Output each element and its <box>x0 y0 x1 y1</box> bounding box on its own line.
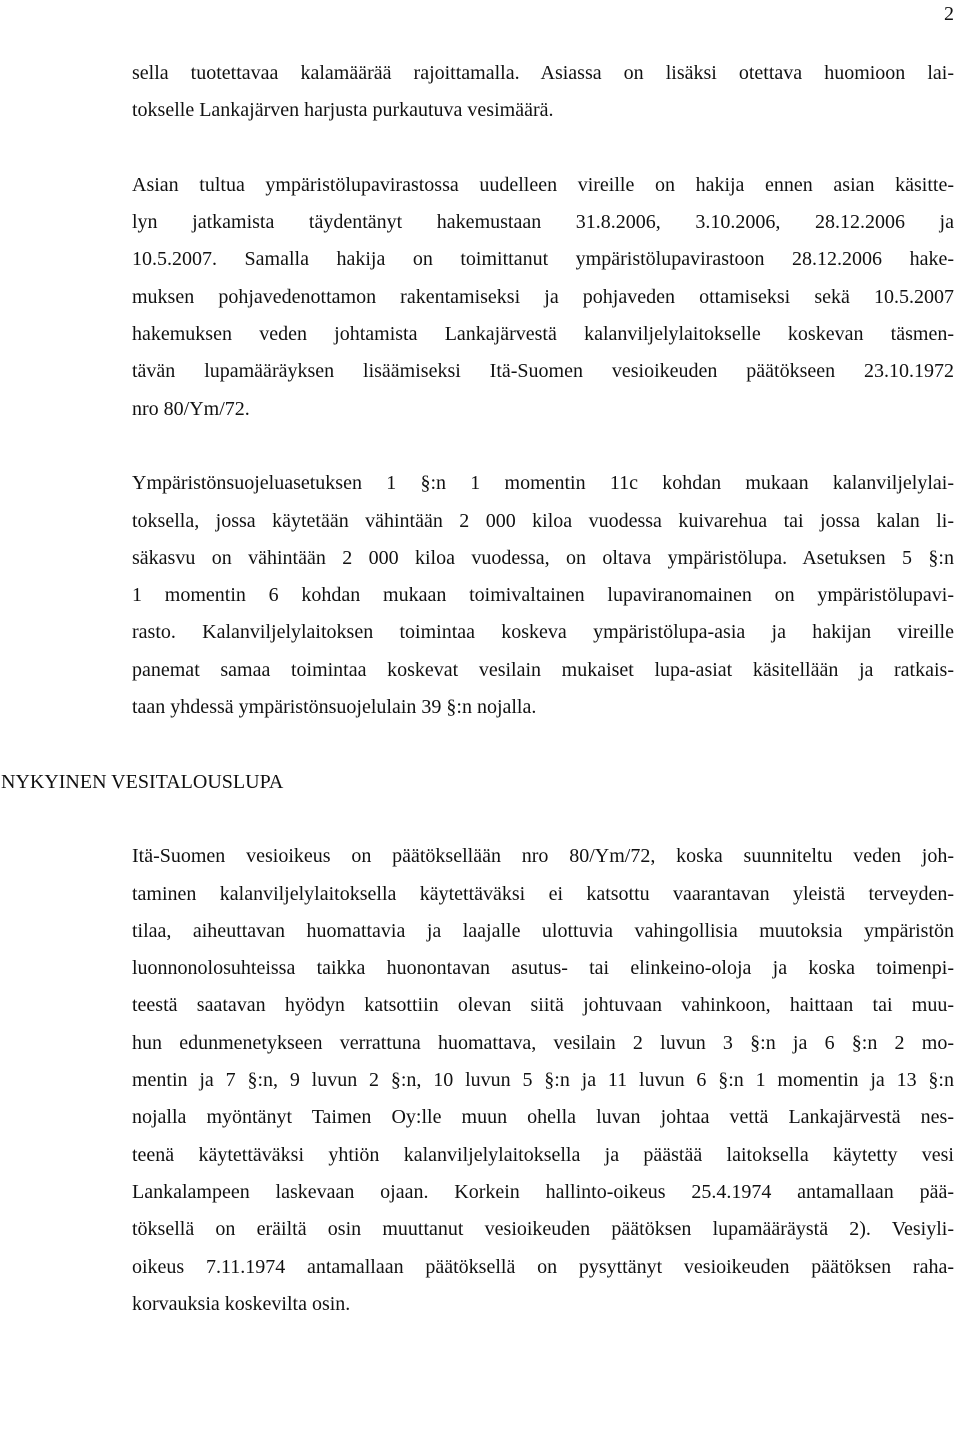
paragraph-1 <box>132 55 954 130</box>
text-line: teestä saatavan hyödyn katsottiin olevan siitä johtuvaan vahinkoon, haittaan tai muu- <box>132 994 954 1017</box>
text-line: rasto. Kalanviljelylaitoksen toimintaa koskeva ympäristölupa-asia ja hakijan vireille <box>132 621 954 644</box>
text-line: hakemuksen veden johtamista Lankajärvestä kalanviljelylaitokselle koskevan täsmen- <box>132 323 954 346</box>
page-number: 2 <box>944 3 954 25</box>
text-line: Lankalampeen laskevaan ojaan. Korkein hallinto-oikeus 25.4.1974 antamallaan pää- <box>132 1180 954 1203</box>
text-line: luonnonolosuhteissa taikka huonontavan asutus- tai elinkeino-oloja ja koska toimenpi- <box>132 957 954 980</box>
paragraph-gap <box>0 428 960 465</box>
text-line: taan yhdessä ympäristönsuojelulain 39 §:n nojalla. <box>132 696 537 719</box>
paragraph-gap <box>0 726 960 763</box>
paragraph-gap <box>0 801 960 838</box>
section-heading: NYKYINEN VESITALOUSLUPA <box>1 770 284 793</box>
text-line: hun edunmenetykseen verrattuna huomattava, vesilain 2 luvun 3 §:n ja 6 §:n 2 mo- <box>132 1031 954 1054</box>
text-line: taminen kalanviljelylaitoksella käytettäväksi ei katsottu vaarantavan yleistä terveyden- <box>132 882 954 905</box>
text-line: lyn jatkamista täydentänyt hakemustaan 31.8.2006, 3.10.2006, 28.12.2006 ja <box>132 211 954 234</box>
paragraph-2 <box>132 167 954 428</box>
text-line: Ympäristönsuojeluasetuksen 1 §:n 1 momentin 11c kohdan mukaan kalanviljelylai- <box>132 472 954 495</box>
text-line: 1 momentin 6 kohdan mukaan toimivaltainen lupaviranomainen on ympäristölupavi- <box>132 584 954 607</box>
text-line: sella tuotettavaa kalamäärää rajoittamalla. Asiassa on lisäksi otettava huomioon lai- <box>132 62 954 84</box>
text-line: teenä käytettäväksi yhtiön kalanviljelylaitoksella ja päästää laitoksella käytetty vesi <box>132 1143 954 1166</box>
text-line: Itä-Suomen vesioikeus on päätöksellään nro 80/Ym/72, koska suunniteltu veden joh- <box>132 845 954 868</box>
text-line: oikeus 7.11.1974 antamallaan päätöksellä on pysyttänyt vesioikeuden päätöksen raha- <box>132 1255 954 1278</box>
text-line: mentin ja 7 §:n, 9 luvun 2 §:n, 10 luvun 5 §:n ja 11 luvun 6 §:n 1 momentin ja 13 §:n <box>132 1069 954 1092</box>
text-line: tävän lupamääräyksen lisäämiseksi Itä-Suomen vesioikeuden päätökseen 23.10.1972 <box>132 360 954 383</box>
text-line: panemat samaa toimintaa koskevat vesilain mukaiset lupa-asiat käsitellään ja ratkais- <box>132 658 954 681</box>
text-line: nojalla myöntänyt Taimen Oy:lle muun ohella luvan johtaa vettä Lankajärvestä nes- <box>132 1106 954 1129</box>
text-line: muksen pohjavedenottamon rakentamiseksi ja pohjaveden ottamiseksi sekä 10.5.2007 <box>132 285 954 308</box>
section-paragraph <box>132 838 954 1323</box>
paragraph-gap <box>0 130 960 167</box>
text-line: 10.5.2007. Samalla hakija on toimittanut ympäristölupavirastoon 28.12.2006 hake- <box>132 248 954 271</box>
text-line: toksella, jossa käytetään vähintään 2 000 kiloa vuodessa kuivarehua tai jossa kalan li- <box>132 509 954 532</box>
text-line: tilaa, aiheuttavan huomattavia ja laajalle ulottuvia vahingollisia muutoksia ympäristön <box>132 919 954 942</box>
document-body <box>0 55 960 1323</box>
text-line: Asian tultua ympäristölupavirastossa uudelleen vireille on hakija ennen asian käsitte- <box>132 173 954 196</box>
paragraph-3 <box>132 465 954 726</box>
text-line: korvauksia koskevilta osin. <box>132 1292 351 1315</box>
text-line: töksellä on eräiltä osin muuttanut vesioikeuden päätöksen lupamääräystä 2). Vesiyli- <box>132 1218 954 1241</box>
text-line: tokselle Lankajärven harjusta purkautuva vesimäärä. <box>132 99 554 122</box>
text-line: nro 80/Ym/72. <box>132 397 250 420</box>
text-line: säkasvu on vähintään 2 000 kiloa vuodessa, on oltava ympäristölupa. Asetuksen 5 §:n <box>132 546 954 569</box>
